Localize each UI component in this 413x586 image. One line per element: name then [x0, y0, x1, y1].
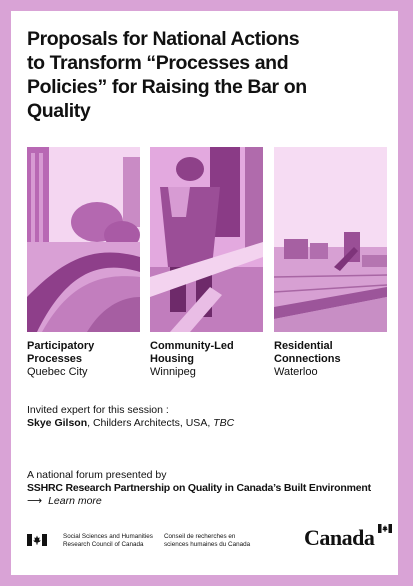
expert-name: Skye Gilson — [27, 417, 88, 429]
canada-flag-icon — [27, 534, 47, 546]
sshrc-fr-line: Conseil de recherches en — [164, 533, 236, 540]
forum-intro: A national forum presented by — [27, 469, 167, 481]
poster — [11, 11, 398, 575]
session-name: Processes — [27, 353, 83, 365]
forum-credit — [27, 469, 397, 508]
session-caption-1 — [27, 340, 145, 379]
expert-status: TBC — [213, 417, 235, 429]
sshrc-fr-line: sciences humaines du Canada — [164, 541, 251, 548]
session-name: Community-Led — [150, 340, 234, 352]
title-line: Quality — [27, 100, 91, 122]
sshrc-name-english — [63, 533, 163, 549]
poster-title — [27, 27, 387, 123]
learn-more-link[interactable] — [27, 495, 397, 508]
title-line: Policies” for Raising the Bar on — [27, 76, 307, 98]
sshrc-name-french — [164, 533, 264, 549]
photo-community-led-housing — [150, 147, 263, 332]
arrow-right-icon: ⟶ — [27, 495, 43, 507]
canada-flag-icon — [378, 524, 392, 533]
expert-line — [27, 417, 387, 430]
learn-more-label[interactable]: Learn more — [48, 495, 102, 507]
session-city: Winnipeg — [150, 366, 196, 378]
title-line: to Transform “Processes and — [27, 52, 289, 74]
forum-organization: SSHRC Research Partnership on Quality in Canada’s Built Environment — [27, 482, 371, 494]
photo-participatory-processes — [27, 147, 140, 332]
session-city: Waterloo — [274, 366, 318, 378]
expert-affiliation: , Childers Architects, USA, — [87, 417, 214, 429]
session-city: Quebec City — [27, 366, 88, 378]
session-name: Housing — [150, 353, 194, 365]
sshrc-en-line: Social Sciences and Humanities — [63, 533, 153, 540]
invited-expert — [27, 404, 387, 430]
photo-residential-connections — [274, 147, 387, 332]
expert-intro: Invited expert for this session : — [27, 404, 169, 416]
sshrc-en-line: Research Council of Canada — [63, 541, 144, 548]
canada-wordmark: Canada — [304, 525, 375, 550]
session-name: Residential — [274, 340, 333, 352]
session-name: Participatory — [27, 340, 95, 352]
session-caption-3 — [274, 340, 392, 379]
session-name: Connections — [274, 353, 341, 365]
session-caption-2 — [150, 340, 268, 379]
title-line: Proposals for National Actions — [27, 28, 300, 50]
